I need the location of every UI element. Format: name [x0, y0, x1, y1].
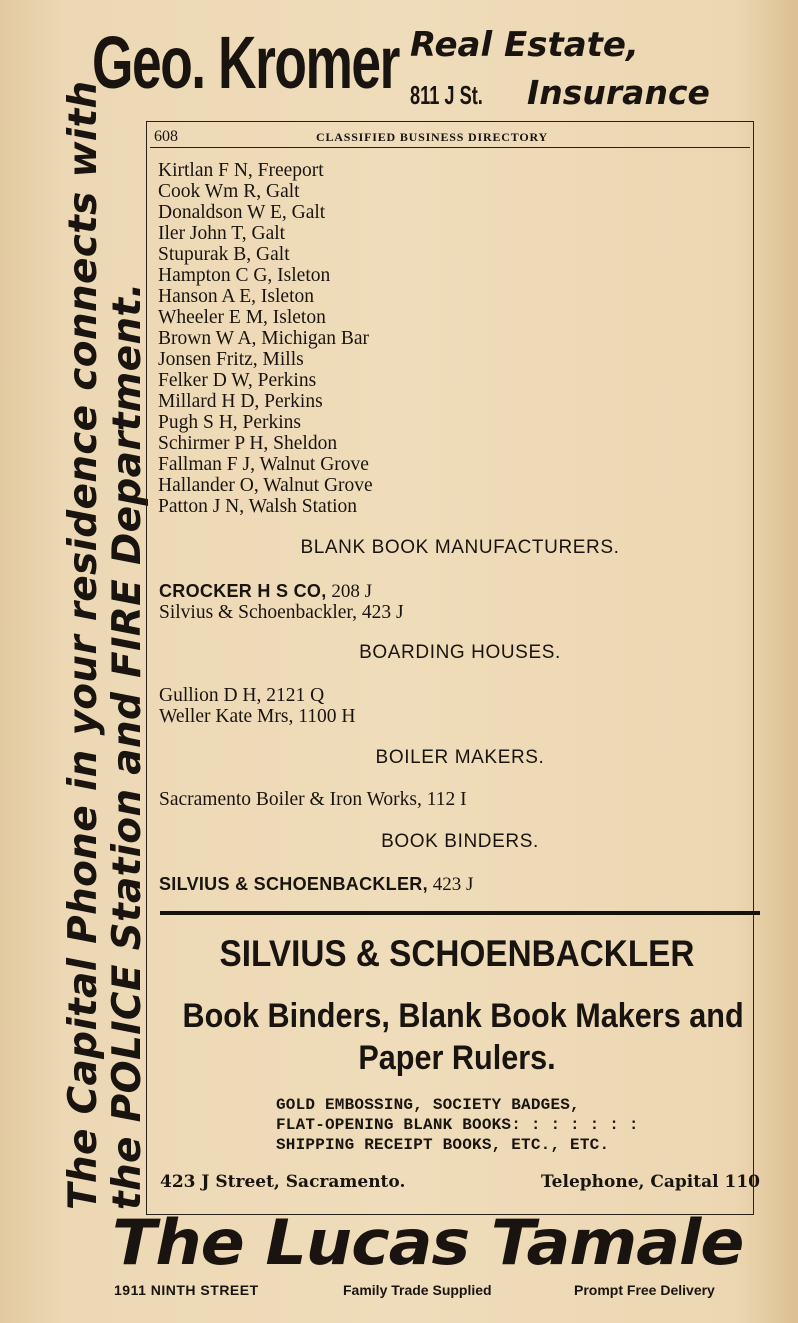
list-item: Schirmer P H, Sheldon [158, 433, 338, 454]
lucas-address: 1911 NINTH STREET [114, 1282, 259, 1298]
list-item: Hampton C G, Isleton [158, 265, 331, 286]
kromer-name: Geo. Kromer [92, 21, 399, 104]
list-item: Hanson A E, Isleton [158, 286, 314, 307]
kromer-line1: Real Estate, [410, 25, 639, 65]
entry-address: 208 J [331, 581, 373, 602]
lucas-slogan-2: Prompt Free Delivery [574, 1282, 715, 1298]
list-item: Felker D W, Perkins [158, 370, 317, 391]
page-header [154, 128, 748, 146]
list-item: Iler John T, Galt [158, 223, 286, 244]
kromer-line2: Insurance [527, 73, 710, 112]
entry-address: 423 J [432, 874, 474, 895]
header-rule [150, 147, 750, 148]
side-ad-line2: the POLICE Station and FIRE Department. [105, 282, 150, 1210]
side-ad-line1: The Capital Phone in your residence connects with [61, 80, 106, 1210]
list-item [159, 873, 473, 896]
list-item: Gullion D H, 2121 Q [159, 685, 325, 706]
list-item: Cook Wm R, Galt [158, 181, 300, 202]
ad-divider [160, 911, 760, 915]
side-advertisement [61, 80, 150, 1210]
list-item [159, 580, 372, 603]
ad-tagline-2: Paper Rulers. [358, 1039, 556, 1077]
section-heading-binders: BOOK BINDERS. [381, 831, 539, 852]
kromer-address: 811 J St. [410, 80, 483, 110]
list-item: Stupurak B, Galt [158, 244, 290, 265]
list-item: Sacramento Boiler & Iron Works, 112 I [159, 789, 467, 810]
listing-list [158, 160, 373, 517]
list-item: Jonsen Fritz, Mills [158, 349, 304, 370]
list-item: Pugh S H, Perkins [158, 412, 302, 433]
silvius-advertisement [152, 917, 762, 1213]
entry-name: SILVIUS & SCHOENBACKLER, [159, 874, 428, 894]
list-item: Millard H D, Perkins [158, 391, 323, 412]
ad-service-item: GOLD EMBOSSING, SOCIETY BADGES, [276, 1096, 580, 1114]
section-heading-boarding: BOARDING HOUSES. [359, 642, 561, 663]
ad-telephone: Telephone, Capital 110 [540, 1172, 760, 1192]
list-item: Hallander O, Walnut Grove [158, 475, 373, 496]
list-item: Brown W A, Michigan Bar [158, 328, 370, 349]
ad-address: 423 J Street, Sacramento. [160, 1172, 406, 1192]
section-heading-blank-book: BLANK BOOK MANUFACTURERS. [300, 537, 620, 558]
ad-company-name: SILVIUS & SCHOENBACKLER [219, 933, 695, 974]
ad-services [276, 1095, 639, 1155]
list-item: Patton J N, Walsh Station [158, 496, 358, 517]
list-item: Kirtlan F N, Freeport [158, 160, 324, 181]
list-item: Silvius & Schoenbackler, 423 J [159, 602, 404, 623]
lucas-slogan-1: Family Trade Supplied [343, 1282, 492, 1298]
lucas-tamale-name: The Lucas Tamale [112, 1206, 744, 1279]
list-item: Fallman F J, Walnut Grove [158, 454, 369, 475]
list-item: Weller Kate Mrs, 1100 H [159, 706, 356, 727]
ad-tagline-1: Book Binders, Blank Book Makers and [182, 997, 744, 1035]
section-heading-boiler: BOILER MAKERS. [375, 747, 545, 768]
ad-service-item: SHIPPING RECEIPT BOOKS, ETC., ETC. [276, 1136, 610, 1154]
entry-name: CROCKER H S CO, [159, 581, 327, 601]
list-item: Wheeler E M, Isleton [158, 307, 326, 328]
page-title: CLASSIFIED BUSINESS DIRECTORY [316, 130, 548, 144]
ad-service-item: FLAT-OPENING BLANK BOOKS: : : : : : : [276, 1116, 639, 1134]
list-item: Donaldson W E, Galt [158, 202, 326, 223]
page-number: 608 [154, 128, 178, 145]
